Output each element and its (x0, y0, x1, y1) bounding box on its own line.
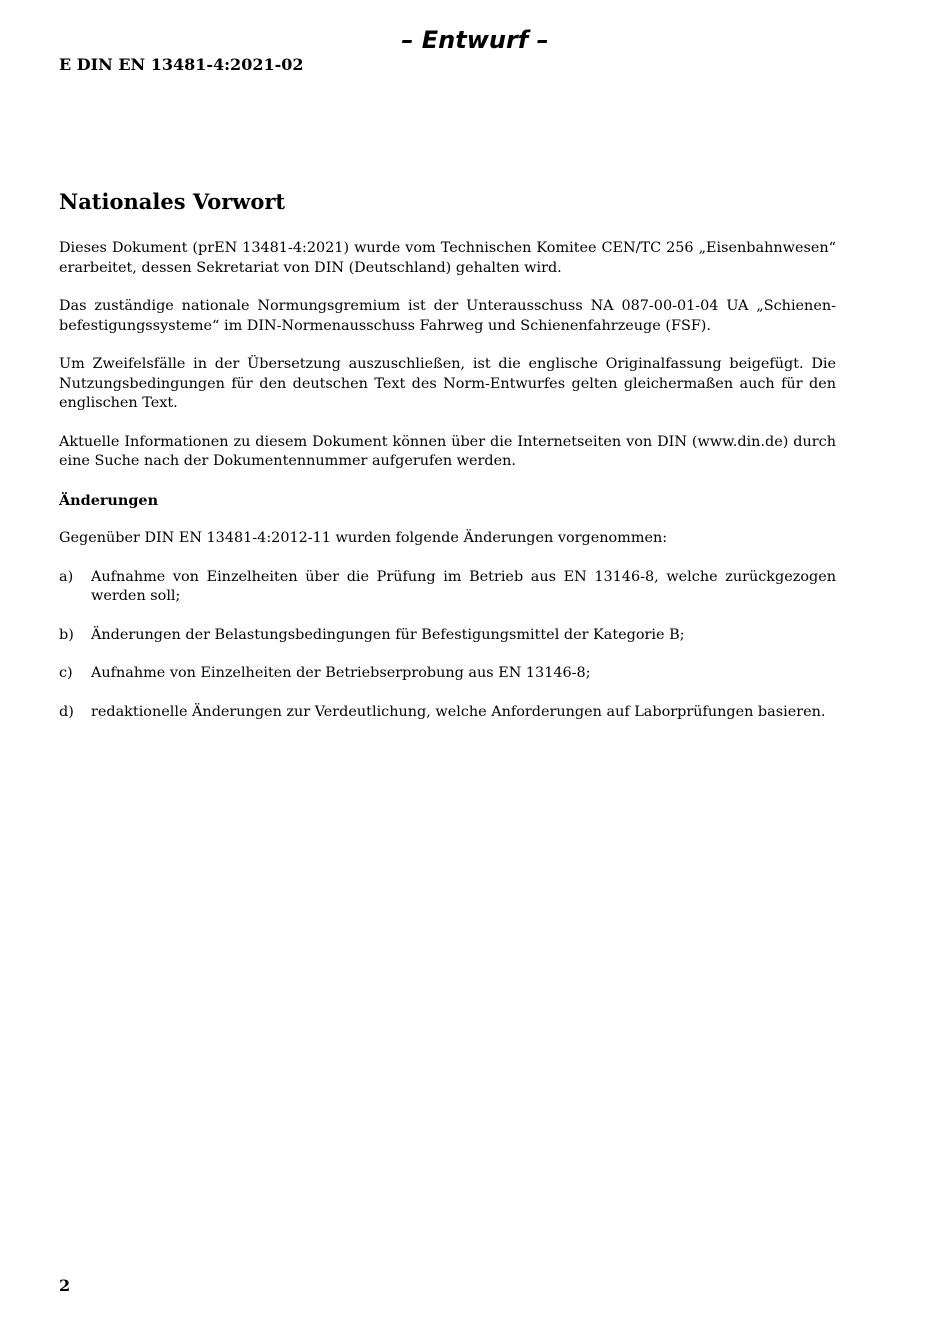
list-marker: c) (59, 665, 73, 681)
list-marker: d) (59, 703, 74, 720)
main-content (59, 187, 836, 741)
list-item (59, 703, 836, 723)
list-item-text: Änderungen der Belastungsbedingungen für Befestigungsmittel der Kategorie B; (91, 626, 685, 643)
page-number: 2 (59, 1276, 71, 1295)
list-marker: b) (59, 626, 74, 643)
list-item (59, 664, 836, 684)
list-item-text: Aufnahme von Einzelheiten der Betriebserprobung aus EN 13146-8; (91, 665, 591, 681)
list-item-text: Aufnahme von Einzelheiten über die Prüfung im Betrieb aus EN 13146-8, welche zurückgezogen werden soll; (91, 568, 836, 604)
list-marker: a) (59, 568, 74, 585)
list-item-text: redaktionelle Änderungen zur Verdeutlichung, welche Anforderungen auf Laborprüfungen basieren. (91, 703, 826, 720)
paragraph-translation: Um Zweifelsfälle in der Übersetzung auszuschließen, ist die englische Originalfassung beigefügt. Die Nutzungsbedingungen für den deutschen Text des Norm-Entwurfes gelten gleichermaßen auch für den englischen Text. (59, 356, 836, 411)
document-id: E DIN EN 13481-4:2021-02 (59, 55, 304, 74)
list-item (59, 568, 836, 607)
changes-title: Änderungen (59, 491, 159, 509)
paragraph-national-body: Das zuständige nationale Normungsgremium ist der Unterausschuss NA 087-00-01-04 UA „Schienenbefestigungssysteme“ im DIN-Normenausschuss Fahrweg und Schienenfahrzeuge (FSF). (59, 298, 836, 334)
changes-intro: Gegenüber DIN EN 13481-4:2012-11 wurden folgende Änderungen vorgenommen: (59, 530, 668, 546)
paragraph-information: Aktuelle Informationen zu diesem Dokument können über die Internetseiten von DIN (www.din.de) durch eine Suche nach der Dokumentennummer aufgerufen werden. (59, 433, 836, 469)
paragraph-committee: Dieses Dokument (prEN 13481-4:2021) wurde vom Technischen Komitee CEN/TC 256 „Eisenbahnwesen“ erarbeitet, dessen Sekretariat von DIN (Deutschland) gehalten wird. (59, 240, 836, 276)
section-title: Nationales Vorwort (59, 189, 286, 214)
draft-watermark: – Entwurf – (401, 26, 549, 54)
changes-list (59, 568, 836, 723)
list-item (59, 626, 836, 646)
